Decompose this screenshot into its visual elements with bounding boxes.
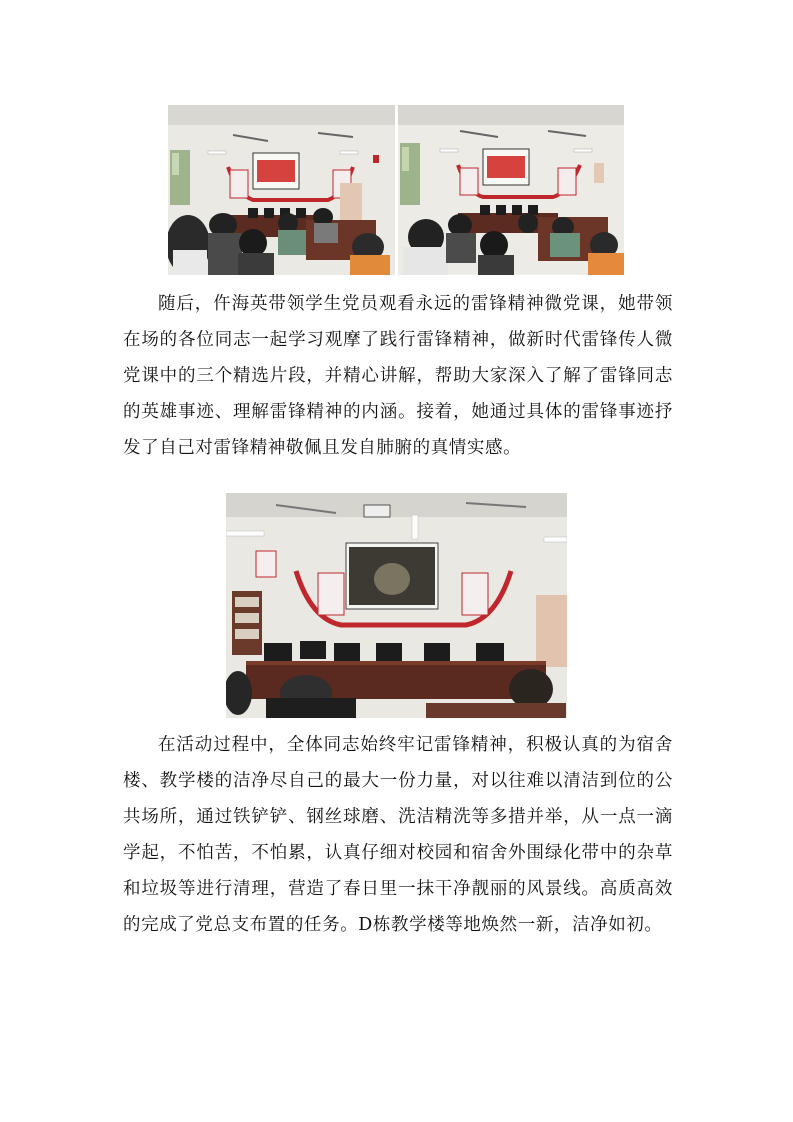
- paragraph-2: 在活动过程中，全体同志始终牢记雷锋精神，积极认真的为宿舍楼、教学楼的洁净尽自己的最大一份力量，对以往难以清洁到位的公共场所，通过铁铲铲、钢丝球磨、洗洁精洗等多措并举，从一点一滴学起，不怕苦，不怕累，认真仔细对校园和宿舍外围绿化带中的杂草和垃圾等进行清理，营造了春日里一抹干净靓丽的风景线。高质高效的完成了党总支布置的任务。D栋教学楼等地焕然一新，洁净如初。: [123, 735, 673, 935]
- photo-meeting-room-video: [226, 493, 567, 718]
- paragraph-1: 随后，仵海英带领学生党员观看永远的雷锋精神微党课，她带领在场的各位同志一起学习观摩了践行雷锋精神，做新时代雷锋传人微党课中的三个精选片段，并精心讲解，帮助大家深入了解了雷锋同志的英雄事迹、理解雷锋精神的内涵。接着，她通过具体的雷锋事迹抒发了自己对雷锋精神敬佩且发自肺腑的真情实感。: [123, 294, 673, 458]
- photo-classroom-left: [168, 105, 395, 275]
- photo-classroom-right: [398, 105, 624, 275]
